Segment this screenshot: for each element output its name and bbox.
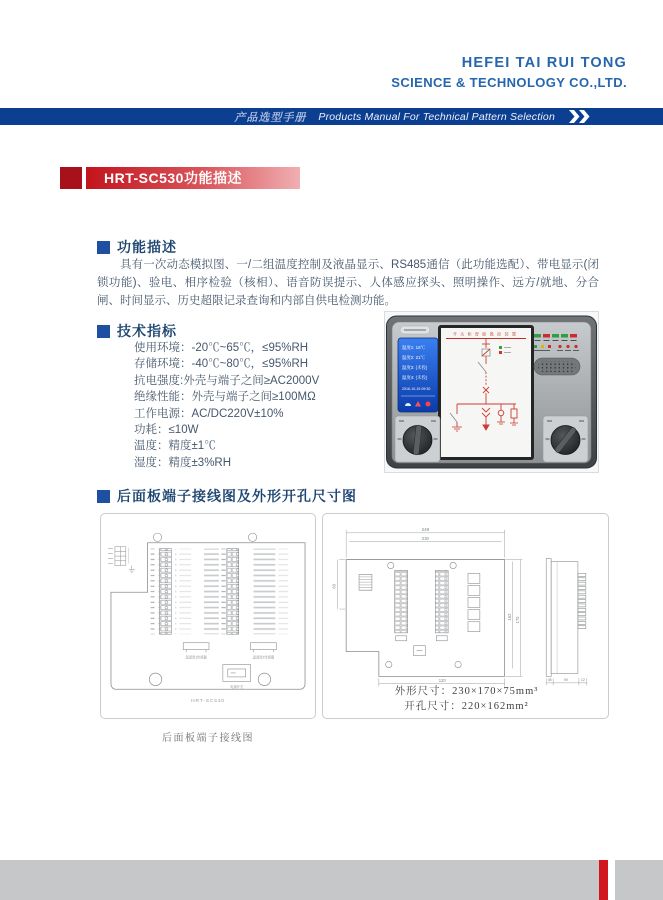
rs485-terminal-block: [108, 547, 135, 573]
main-screen: [438, 325, 534, 460]
rotary-switch-left: [395, 416, 440, 462]
page-title: HRT-SC530功能描述: [86, 167, 300, 189]
footer-accent: [599, 860, 608, 900]
footer-gap: [608, 860, 615, 900]
dim-side-c: 12: [580, 677, 585, 682]
blue-bullet-icon: [97, 325, 110, 338]
spec-item: 抗电强度:外壳与端子之间≥AC2000V: [134, 374, 320, 387]
brand-logo: [400, 326, 430, 334]
probe-socket-left-label: 温湿度1传感器: [185, 655, 207, 660]
banner-title-cn: 产品选型手册: [234, 111, 307, 124]
section-heading-rear-label: 后面板端子接线图及外形开孔尺寸图: [117, 488, 357, 504]
dimension-lines: [337, 530, 522, 686]
dim-right-outer: 170: [514, 616, 520, 624]
section-heading-tech: [97, 321, 177, 341]
power-switch: [223, 665, 251, 682]
size-annotations: [323, 684, 610, 714]
side-view: [546, 559, 586, 677]
terminal-numbers: [219, 549, 226, 635]
terminal-labels: [243, 549, 289, 635]
lcd-line: 温度3: (未投): [402, 365, 428, 370]
dimension-diagram-box: [322, 513, 609, 719]
lcd-line: 温度4: (未投): [402, 375, 428, 380]
spec-item: 存储环境：-40℃~80℃，≤95%RH: [134, 358, 309, 371]
mounting-hole: [149, 673, 161, 685]
outline-size-line: 外形尺寸：230×170×75mm³: [394, 686, 539, 697]
terminal-labels: [175, 549, 219, 635]
terminal-numbers: [151, 549, 159, 635]
cutout-size-line: 开孔尺寸：220×162mm²: [404, 701, 529, 712]
dim-right-inner: 162: [507, 613, 513, 621]
dim-top-inner: 230: [421, 536, 429, 542]
device-photo: [384, 311, 599, 473]
speaker-grille: [534, 358, 580, 375]
lcd-screen: [398, 338, 438, 412]
spec-item: 工作电源：AC/DC220V±10%: [134, 407, 284, 420]
dim-side-b: 90: [564, 677, 568, 682]
spec-item: 温度：精度±1℃: [134, 440, 216, 453]
lcd-line: 温度2: 21℃: [402, 355, 425, 360]
wiring-diagram-box: [100, 513, 316, 719]
tech-spec-list: [134, 340, 319, 471]
section-heading-func-label: 功能描述: [117, 239, 177, 255]
spec-item: 绝缘性能：外壳与端子之间≥100MΩ: [134, 391, 316, 404]
section-heading-tech-label: 技术指标: [117, 323, 177, 339]
company-name: [391, 55, 627, 90]
blue-bullet-icon: [97, 241, 110, 254]
double-chevron-icon: [569, 110, 593, 123]
spec-item: 湿度：精度±3%RH: [134, 456, 232, 469]
section-heading-func: [97, 237, 177, 257]
func-paragraph: 具有一次动态模拟图、一/二组温度控制及液晶显示、RS485通信（此功能选配）、带电显示(闭锁功能)、验电、相序检验（核相）、语音防误提示、人体感应探头、照明操作、远方/就地、分合闸、时间显示、历史超限记录查询和内部自供电检测功能。: [97, 259, 599, 307]
terminal-strip-right: [227, 549, 239, 635]
wiring-diagram: [101, 514, 315, 718]
screen-title: 开关柜智能操控装置: [452, 331, 520, 337]
wiring-caption: 后面板端子接线图: [162, 733, 254, 744]
badge-square: [60, 167, 82, 189]
company-name-line1: HEFEI TAI RUI TONG: [461, 55, 627, 71]
lcd-line: 2016-10-15 09:30: [402, 387, 431, 391]
footer-bar: [0, 860, 663, 900]
dim-top-outer: 248: [421, 526, 430, 532]
probe-socket-left: [183, 643, 209, 652]
rotary-switch-right: [543, 416, 588, 462]
banner-title-en: Products Manual For Technical Pattern Selection: [318, 110, 555, 123]
dim-bottom: 120: [438, 677, 446, 683]
terminal-strip-left: [159, 549, 171, 635]
spec-item: 功耗：≤10W: [134, 424, 199, 437]
power-switch-label: 电源开关: [230, 684, 244, 689]
probe-socket-right: [251, 643, 277, 652]
blue-bullet-icon: [97, 490, 110, 503]
banner-bar: [0, 108, 663, 125]
dim-side-a: 45: [547, 677, 552, 682]
company-name-line2: SCIENCE & TECHNOLOGY CO.,LTD.: [391, 75, 627, 90]
lcd-line: 温度1: 16℃: [402, 345, 425, 350]
mounting-hole: [258, 673, 270, 685]
dim-left: 60: [331, 583, 337, 589]
spec-item: 使用环境：-20℃~65℃，≤95%RH: [134, 342, 309, 354]
section-heading-rear: [97, 486, 357, 506]
probe-socket-right-label: 温湿度2传感器: [252, 655, 275, 660]
model-label: HRT-SC530: [191, 699, 225, 705]
